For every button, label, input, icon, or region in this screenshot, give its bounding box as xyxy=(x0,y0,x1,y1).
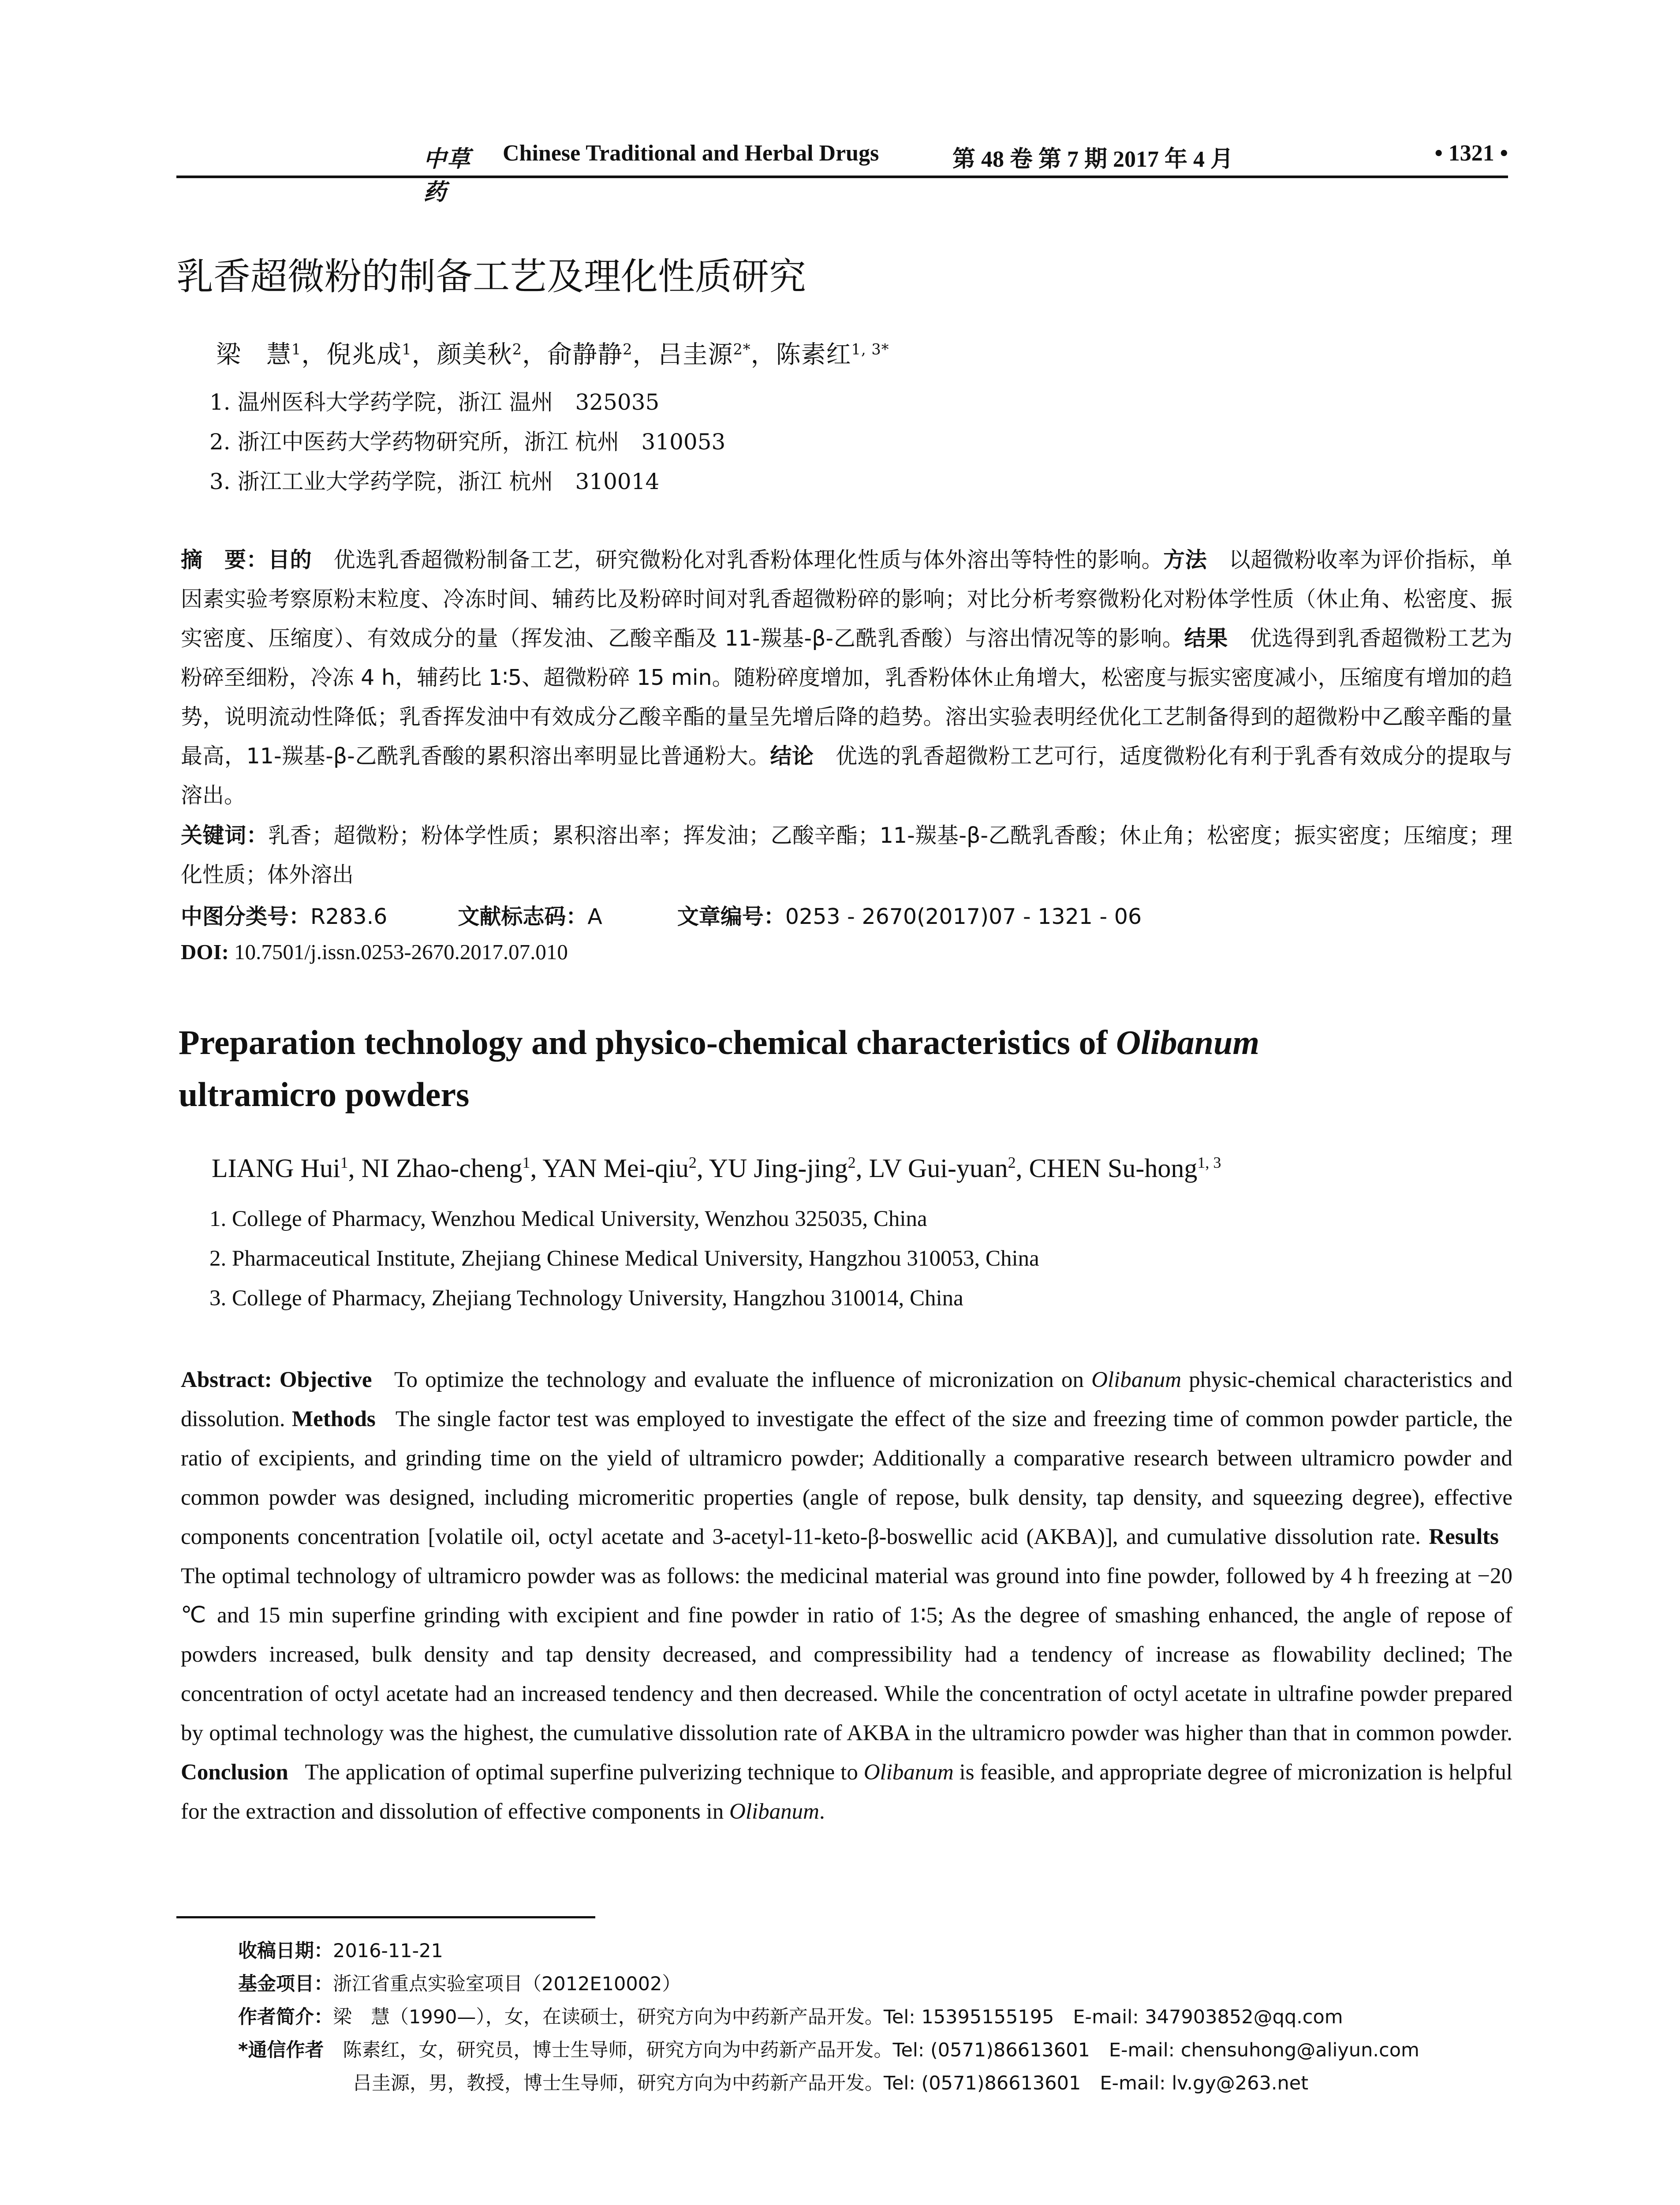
clc-label: 中图分类号： xyxy=(181,904,311,929)
author-sup: 2 xyxy=(512,340,523,358)
en-authors: LIANG Hui$^1$, NI Zhao-cheng$^1$, YAN Mei-qiu$^2$, YU Jing-jing$^2$, LV Gui-yuan$^2$, CHEN Su-hong$^{1, 3}$ xyxy=(212,1154,1221,1183)
doi-line xyxy=(181,939,568,964)
footnote-corresponding-2: 吕圭源，男，教授，博士生导师，研究方向为中药新产品开发。Tel: (0571)86613601 E-mail: lv.gy@263.net xyxy=(353,2072,1309,2094)
en-methods-label: Methods xyxy=(291,1407,376,1431)
doi-link[interactable]: 10.7501/j.issn.0253-2670.2017.07.010 xyxy=(234,940,568,964)
cn-abstract xyxy=(181,540,1512,815)
en-author: LIANG Hui xyxy=(212,1154,340,1183)
cn-authors: 梁 慧$^1$，倪兆成$^1$，颜美秋$^2$，俞静静$^2$，吕圭源$^{2*}$，陈素红$^{1, 3*}$ xyxy=(216,340,889,369)
issue-info: 第 48 卷 第 7 期 2017 年 4 月 xyxy=(952,147,1234,172)
author-sup: 1 xyxy=(522,1154,530,1171)
en-affiliation: 2. Pharmaceutical Institute, Zhejiang Chinese Medical University, Hangzhou 310053, China xyxy=(209,1246,1039,1271)
cn-title: 乳香超微粉的制备工艺及理化性质研究 xyxy=(176,255,806,298)
author-sup: 2 xyxy=(623,340,633,358)
cn-methods-label: 方法 xyxy=(1163,547,1207,572)
author-sup: 1, 3 xyxy=(1197,1154,1221,1171)
cn-methods-text: 以超微粉收率为评价指标，单因素实验考察原粉末粒度、冷冻时间、辅药比及粉碎时间对乳香超微粉碎的影响；对比分析考察微粉化对粉体学性质（休止角、松密度、振实密度、压缩度）、有效成分的量（挥发油、乙酸辛酯及 11-羰基-β-乙酰乳香酸）与溶出情况等的影响。 xyxy=(181,547,1512,651)
cn-affiliation: 2. 浙江中医药大学药物研究所，浙江 杭州 310053 xyxy=(209,429,726,455)
en-affiliation: 1. College of Pharmacy, Wenzhou Medical University, Wenzhou 325035, China xyxy=(209,1207,927,1231)
cn-author: 梁 慧 xyxy=(216,340,291,369)
cn-keywords xyxy=(181,816,1512,894)
cn-abstract-label: 摘 要： xyxy=(181,547,269,572)
cn-affiliation: 1. 温州医科大学药学院，浙江 温州 325035 xyxy=(209,389,660,415)
doi-label: DOI: xyxy=(181,940,229,964)
footnote-fund: 基金项目：浙江省重点实验室项目（2012E10002） xyxy=(238,1973,681,1995)
en-title: Preparation technology and physico-chemical characteristics of Olibanum ultramicro powders xyxy=(179,1023,1260,1114)
cn-objective-text: 优选乳香超微粉制备工艺，研究微粉化对乳香粉体理化性质与体外溶出等特性的影响。 xyxy=(333,547,1164,572)
en-results-label: Results xyxy=(1429,1525,1499,1549)
cn-keywords-text: 乳香；超微粉；粉体学性质；累积溶出率；挥发油；乙酸辛酯；11-羰基-β-乙酰乳香酸；休止角；松密度；振实密度；压缩度；理化性质；体外溶出 xyxy=(181,823,1512,887)
en-author: LV Gui-yuan xyxy=(869,1154,1008,1183)
cn-affiliation: 3. 浙江工业大学药学院，浙江 杭州 310014 xyxy=(209,469,660,494)
clc-value: R283.6 xyxy=(310,904,388,929)
en-results-text: The optimal technology of ultramicro powder was as follows: the medicinal material was ground into fine powder, followed by 4 h freezing at −20 ℃ and 15 min superfine grinding with excipient and fine powder in ratio of 1∶5; As the degree of smashing enhanced, the angle of repose of powders increased, bulk density and tap density decreased, and compressibility had a tendency of increase as flowability declined; The concentration of octyl acetate had an increased tendency and then decreased. While the concentration of octyl acetate in ultrafine powder prepared by optimal technology was the highest, the cumulative dissolution rate of AKBA in the ultramicro powder was higher than that in common powder. xyxy=(181,1564,1512,1745)
author-sup: 1, 3* xyxy=(851,340,889,358)
cn-objective-label: 目的 xyxy=(268,547,312,572)
article-no-value: 0253 - 2670(2017)07 - 1321 - 06 xyxy=(785,904,1142,929)
author-sup: 1 xyxy=(340,1154,348,1171)
author-sup: 2 xyxy=(688,1154,697,1171)
author-sup: 2* xyxy=(733,340,751,358)
cn-results-text: 优选得到乳香超微粉工艺为粉碎至细粉，冷冻 4 h，辅药比 1∶5、超微粉碎 15 min。随粉碎度增加，乳香粉体休止角增大，松密度与振实密度减小，压缩度有增加的趋势，说明流动性降低；乳香挥发油中有效成分乙酸辛酯的量呈先增后降的趋势。溶出实验表明经优化工艺制备得到的超微粉中乙酸辛酯的量最高，11-羰基-β-乙酰乳香酸的累积溶出率明显比普通粉大。 xyxy=(181,626,1512,769)
en-abstract: Abstract: Objective To optimize the technology and evaluate the influence of micronization on Olibanum physic-chemical characteristics and dissolution. Methods The single factor test was employed to investigate the effect of the size and freezing time of common powder particle, the ratio of excipients, and grinding time on the yield of ultramicro powder; Additionally a comparative research between ultramicro powder and common powder was designed, including micromeritic properties (angle of repose, bulk density, tap density, and squeezing degree), effective components concentration [volatile oil, octyl acetate and 3-acetyl-11-keto-β-boswellic acid (AKBA)], and cumulative dissolution rate. Results The optimal technology of ultramicro powder was as follows: the medicinal material was ground into fine powder, followed by 4 h freezing at −20 ℃ and 15 min superfine grinding with excipient and fine powder in ratio of 1∶5; As the degree of smashing enhanced, the angle of repose of powders increased, bulk density and tap density decreased, and compressibility had a tendency of increase as flowability declined; The concentration of octyl acetate had an increased tendency and then decreased. While the concentration of octyl acetate in ultrafine powder prepared by optimal technology was the highest, the cumulative dissolution rate of AKBA in the ultramicro powder was higher than that in common powder. Conclusion The application of optimal superfine pulverizing technique to Olibanum is feasible, and appropriate degree of micronization is helpful for the extraction and dissolution of effective components in Olibanum. xyxy=(181,1368,1512,1824)
en-methods-text: The single factor test was employed to investigate the effect of the size and freezing time of common powder particle, the ratio of excipients, and grinding time on the yield of ultramicro powder; Additionally a comparative research between ultramicro powder and common powder was designed, including micromeritic properties (angle of repose, bulk density, tap density, and squeezing degree), effective components concentration [volatile oil, octyl acetate and 3-acetyl-11-keto-β-boswellic acid (AKBA)], and cumulative dissolution rate. xyxy=(181,1407,1512,1549)
footnote-author: 作者简介：梁 慧（1990—），女，在读硕士，研究方向为中药新产品开发。Tel: 15395155195 E-mail: 347903852@qq.com xyxy=(238,2006,1343,2028)
cn-results-label: 结果 xyxy=(1184,626,1228,651)
author-sup: 1 xyxy=(402,340,412,358)
footnote-corresponding: *通信作者 陈素红，女，研究员，博士生导师，研究方向为中药新产品开发。Tel: (0571)86613601 E-mail: chensuhong@aliyun.com xyxy=(238,2039,1419,2061)
cn-conclusion-label: 结论 xyxy=(770,744,814,769)
en-author: YU Jing-jing xyxy=(709,1154,848,1183)
author-sup: 2 xyxy=(847,1154,856,1171)
en-abstract-label: Abstract: xyxy=(181,1368,272,1392)
en-author: NI Zhao-cheng xyxy=(361,1154,523,1183)
author-sup: 1 xyxy=(291,340,302,358)
article-no-label: 文章编号： xyxy=(677,904,785,929)
en-author: YAN Mei-qiu xyxy=(542,1154,689,1183)
running-header xyxy=(176,140,1508,205)
classification-line xyxy=(181,900,1142,931)
cn-author: 倪兆成 xyxy=(326,340,402,369)
cn-author: 俞静静 xyxy=(547,340,623,369)
footnote-received: 收稿日期：2016-11-21 xyxy=(238,1940,443,1962)
footnote-rule xyxy=(176,1916,595,1918)
doccode-label: 文献标志码： xyxy=(458,904,588,929)
cn-author: 吕圭源 xyxy=(657,340,733,369)
cn-keywords-label: 关键词： xyxy=(181,823,269,848)
en-author: CHEN Su-hong xyxy=(1029,1154,1198,1183)
cn-author: 颜美秋 xyxy=(437,340,512,369)
cn-author: 陈素红 xyxy=(776,340,851,369)
page-number: • 1321 • xyxy=(1434,141,1508,166)
author-sup: 2 xyxy=(1008,1154,1016,1171)
en-title-italic: Olibanum xyxy=(1116,1023,1260,1061)
journal-name: Chinese Traditional and Herbal Drugs xyxy=(503,141,879,166)
journal-logo: 中草药 xyxy=(423,147,471,205)
header-rule xyxy=(176,176,1508,178)
en-objective-label: Objective xyxy=(279,1368,372,1392)
en-affiliation: 3. College of Pharmacy, Zhejiang Technology University, Hangzhou 310014, China xyxy=(209,1286,963,1311)
doccode-value: A xyxy=(587,904,602,929)
en-conclusion-label: Conclusion xyxy=(181,1760,288,1785)
cn-conclusion-text: 优选的乳香超微粉工艺可行，适度微粉化有利于乳香有效成分的提取与溶出。 xyxy=(181,744,1512,808)
